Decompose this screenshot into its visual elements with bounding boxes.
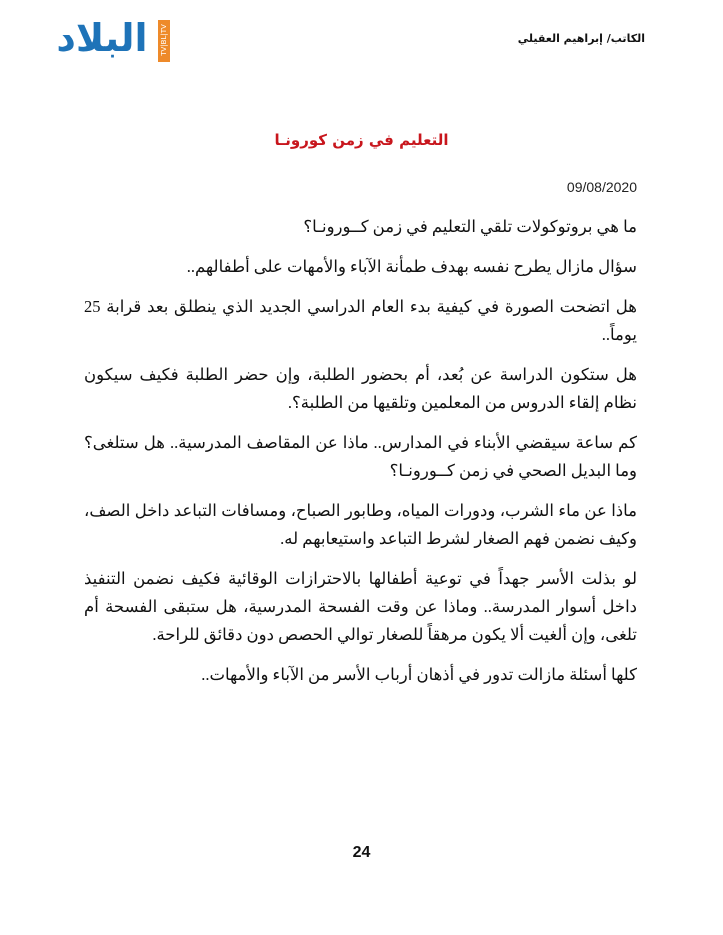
paragraph: لو بذلت الأسر جهداً في توعية أطفالها بالاحترازات الوقائية فكيف نضمن التنفيذ داخل أسوار المدرسة.. وماذا عن وقت الفسحة المدرسية، هل ستبقى الفسحة أم تلغى، وإن ألغيت ألا يكون مرهقاً للصغار توالي الحصص دون دقائق للراحة. (84, 569, 637, 644)
paragraph: سؤال مازال يطرح نفسه بهدف طمأنة الآباء والأمهات على أطفالهم.. (186, 257, 637, 276)
logo-tag-text: TV|BL|TV (160, 24, 168, 56)
brand-logo (48, 18, 172, 64)
paragraph: ماذا عن ماء الشرب، ودورات المياه، وطابور الصباح، ومسافات التباعد داخل الصف، وكيف نضمن فهم الصغار لشرط التباعد واستيعابهم له. (84, 501, 637, 548)
logo-wordmark: البلاد (56, 16, 148, 60)
paragraph: كلها أسئلة مازالت تدور في أذهان أرباب الأسر من الآباء والأمهات.. (201, 665, 637, 684)
article-date: 09/08/2020 (566, 179, 637, 195)
logo-tag (158, 20, 170, 62)
article-title: التعليم في زمن كورونـا (274, 131, 449, 149)
page-number: 24 (352, 844, 371, 861)
paragraph: كم ساعة سيقضي الأبناء في المدارس.. ماذا عن المقاصف المدرسية.. هل ستلغى؟ وما البديل الصحي في زمن كــورونـا؟ (84, 433, 637, 480)
paragraph: هل ستكون الدراسة عن بُعد، أم بحضور الطلبة، وإن حضر الطلبة فكيف سيكون نظام إلقاء الدروس من المعلمين وتلقيها من الطلبة؟. (84, 365, 637, 412)
paragraph: هل اتضحت الصورة في كيفية بدء العام الدراسي الجديد الذي ينطلق بعد قرابة 25 يوماً.. (84, 297, 637, 344)
paragraph: ما هي بروتوكولات تلقي التعليم في زمن كــورونـا؟ (303, 217, 637, 236)
author-byline: الكاتب/ إبراهيم العقيلي (517, 32, 645, 45)
article-body (84, 213, 637, 701)
